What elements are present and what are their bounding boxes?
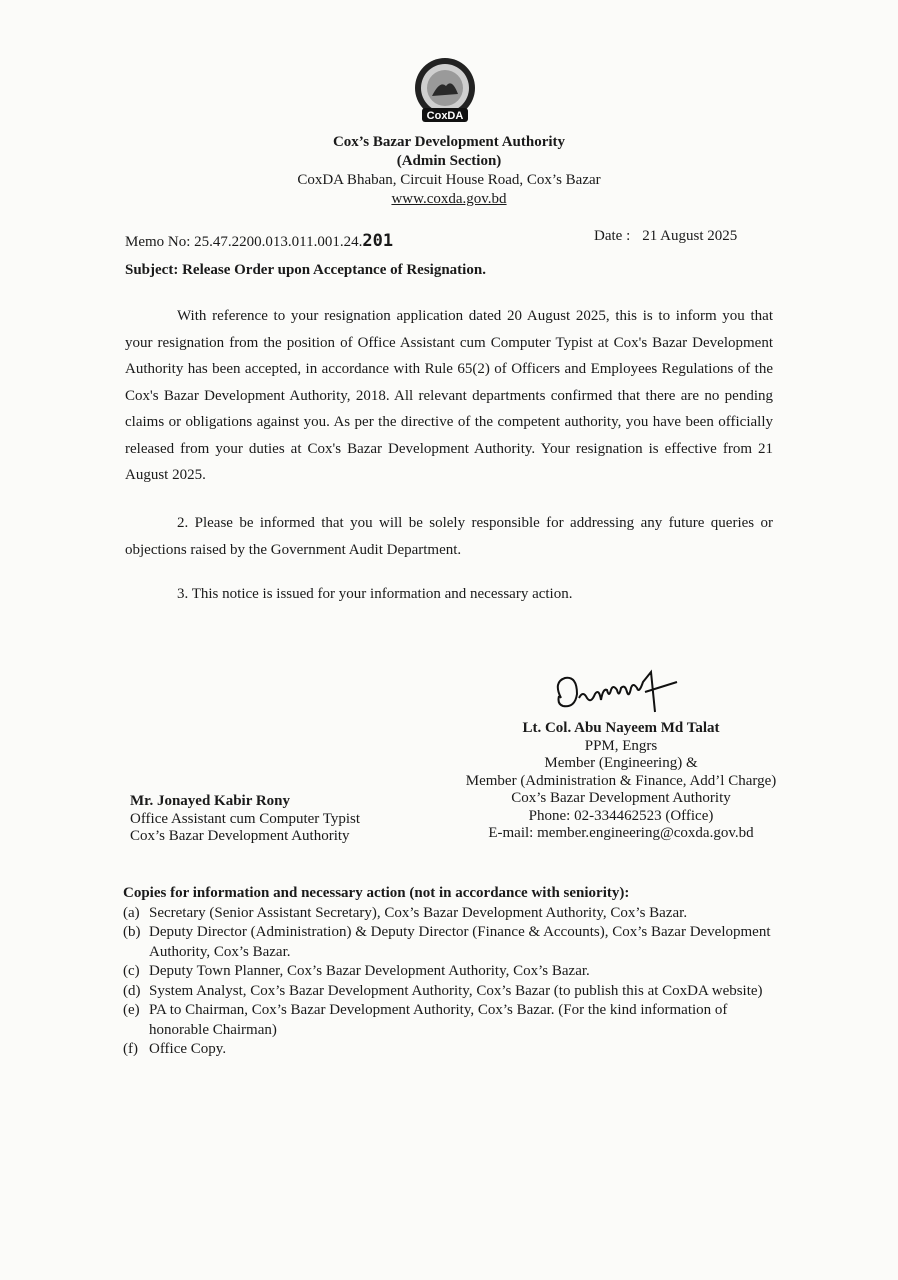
website-link[interactable]: www.coxda.gov.bd <box>391 191 507 207</box>
signatory-name: Lt. Col. Abu Nayeem Md Talat <box>522 720 720 736</box>
date-value: 21 August 2025 <box>642 228 738 244</box>
signatory-email[interactable]: E-mail: member.engineering@coxda.gov.bd <box>488 825 754 841</box>
signature-icon <box>551 668 691 720</box>
body-paragraph-2: 2. Please be informed that you will be solely responsible for addressing any future queries or objections raised by the Government Audit Department. <box>125 515 773 558</box>
org-name: Cox’s Bazar Development Authority <box>332 134 566 150</box>
coxda-logo-icon <box>410 56 480 126</box>
signature-block <box>462 668 780 843</box>
body-paragraph-3: 3. This notice is issued for your information and necessary action. <box>177 586 573 602</box>
signatory-title: Member (Engineering) & <box>544 755 698 771</box>
list-item: (f) Office Copy. <box>123 1041 227 1057</box>
list-item: (d) System Analyst, Cox’s Bazar Development Authority, Cox’s Bazar (to publish this at CoxDA website) <box>123 982 763 999</box>
signatory-additional-charge: Member (Administration & Finance, Add’l Charge) <box>465 772 777 789</box>
recipient-block <box>130 793 360 846</box>
signatory-org: Cox’s Bazar Development Authority <box>511 790 731 806</box>
list-item: (a) Secretary (Senior Assistant Secretary), Cox’s Bazar Development Authority, Cox’s Bazar. <box>123 904 688 921</box>
recipient-name: Mr. Jonayed Kabir Rony <box>130 793 291 809</box>
org-address: CoxDA Bhaban, Circuit House Road, Cox’s Bazar <box>297 172 601 188</box>
list-item: (e) PA to Chairman, Cox’s Bazar Development Authority, Cox’s Bazar. (For the kind information of honorable Chairman) <box>123 1002 728 1038</box>
signatory-rank: PPM, Engrs <box>584 737 658 754</box>
recipient-position: Office Assistant cum Computer Typist <box>130 810 361 827</box>
memo-number: Memo No: 25.47.2200.013.011.001.24.201 <box>125 231 394 251</box>
subject-line: Subject: Release Order upon Acceptance of Resignation. <box>125 262 486 278</box>
list-item: (b) Deputy Director (Administration) & Deputy Director (Finance & Accounts), Cox’s Bazar Development Authority, Cox’s Bazar. <box>123 924 771 960</box>
section-name: (Admin Section) <box>396 153 502 169</box>
memo-date: Date : 21 August 2025 <box>594 228 738 244</box>
signatory-phone: Phone: 02-334462523 (Office) <box>528 807 714 824</box>
copies-heading: Copies for information and necessary action (not in accordance with seniority): <box>123 885 630 901</box>
svg-text:CoxDA: CoxDA <box>426 110 464 122</box>
recipient-org: Cox’s Bazar Development Authority <box>130 828 350 844</box>
letterhead <box>0 133 898 209</box>
memo-number-value: 25.47.2200.013.011.001.24. <box>194 234 363 250</box>
copies-list <box>123 884 783 1060</box>
list-item: (c) Deputy Town Planner, Cox’s Bazar Development Authority, Cox’s Bazar. <box>123 963 590 979</box>
memo-handwritten-number: 201 <box>362 231 394 251</box>
body-paragraph-1: With reference to your resignation application dated 20 August 2025, this is to inform you that your resignation from the position of Office Assistant cum Computer Typist at Cox's Bazar Development Authority has been accepted, in accordance with Rule 65(2) of Officers and Employees Regulations of the Cox's Bazar Development Authority, 2018. All relevant departments confirmed that there are no pending claims or obligations against you. As per the directive of the competent authority, you have been officially released from your duties at Cox's Bazar Development Authority. Your resignation is effective from 21 August 2025. <box>125 308 773 483</box>
